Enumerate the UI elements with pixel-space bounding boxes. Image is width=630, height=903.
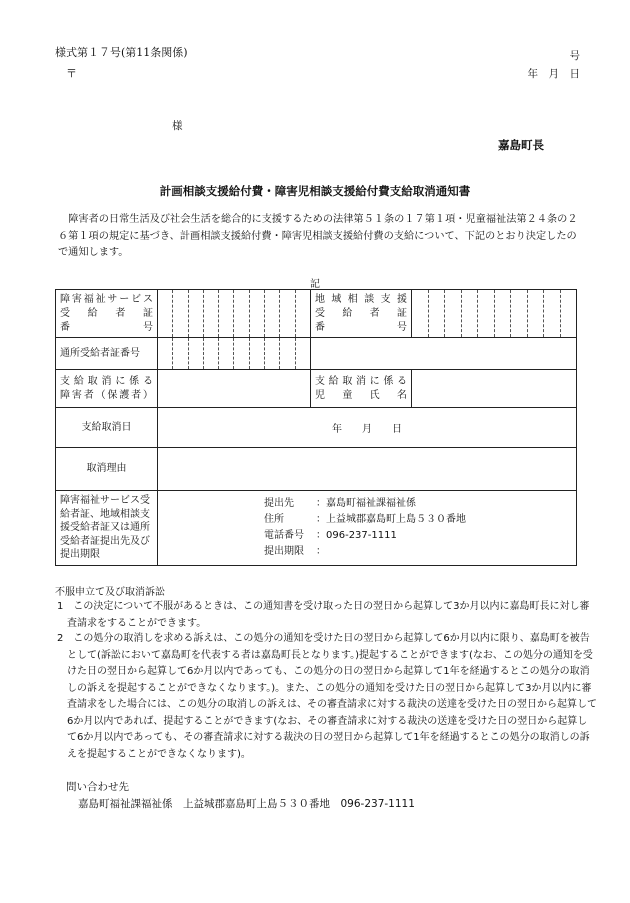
table-row [56,338,577,370]
notice-form-table [55,289,577,566]
blank-cell [311,338,577,370]
contact-value: ：096-237-1111 [316,530,397,541]
cancelled-person-field[interactable] [158,370,311,408]
label-line: 提出期限 [60,549,100,561]
table-row [56,290,577,338]
cancel-reason-label: 取消理由 [56,448,158,491]
label-line: 地域相談支援 [315,293,407,305]
contact-value[interactable]: ： [316,546,326,557]
cancelled-child-field[interactable] [412,370,577,408]
postal-mark: 〒 [66,67,77,80]
regional-certificate-number-field[interactable] [412,290,577,338]
day-service-certificate-number-field[interactable] [158,338,311,370]
label-line: 番 号 [315,321,407,333]
label-line: 支給取消に係る [60,375,153,387]
document-title: 計画相談支援給付費・障害児相談支援給付費支給取消通知書 [159,184,471,198]
label-line: 援受給者証又は通所 [60,522,150,534]
submission-info [158,491,577,566]
regional-certificate-label [311,290,412,338]
notice-body: 障害者の日常生活及び社会生活を総合的に支援するための法律第５１条の１７第１項・児童福祉法第２４条の２６第１項の規定に基づき、計画相談支援給付費・障害児相談支援給付費の支給について、下記のとおり決定したので通知します。 [58,214,578,258]
contact-list [264,497,576,559]
inquiry-contact: 嘉島町福祉課福祉係 上益城郡嘉島町上島５３０番地 096-237-1111 [78,798,415,810]
contact-key: 電話番号 [264,530,304,541]
cancel-date-field[interactable]: 年 月 日 [158,408,577,448]
label-line: 給者証、地域相談支 [60,508,150,520]
submission-label [56,491,158,566]
appeal-item-2: 2 この処分の取消しを求める訴えは、この処分の通知を受けた日の翌日から起算して6か月以内に限り、嘉島町を被告として(訴訟において嘉島町を代表する者は嘉島町長となります。)提起することができます(なお、この処分の通知を受けた日の翌日から起算して6か月以内であっても、この処分の日の翌日から起算して1年を経過するとこの処分の取消しの訴えを提起することができなくなります。)。また、この処分の通知を受けた日の翌日から起算して3か月以内に審査請求をした場合には、この処分の取消しの訴えは、その審査請求に対する裁決の送達を受けた日の翌日から起算して6か月以内であれば、提起することができます(なお、その審査請求に対する裁決の送達を受けた日の翌日から起算して6か月以内であっても、その審査請求に対する裁決の日の翌日から起算して1年を経過するとこの処分の取消しの訴えを提起することができなくなります)。 [57,633,597,760]
disability-certificate-number-field[interactable] [158,290,311,338]
label-line: 受 給 者 証 [315,307,407,319]
addressee-suffix: 様 [172,120,183,132]
label-line: 児 童 氏 名 [315,389,407,401]
ki-heading: 記 [310,279,320,290]
cancelled-child-label [311,370,412,408]
sender-name: 嘉島町長 [498,138,544,152]
label-line: 障害福祉サービス受 [60,495,150,507]
label-line: 受給者証提出先及び [60,535,150,547]
inquiry-heading: 問い合わせ先 [66,781,129,793]
cancel-date-label: 支給取消日 [56,408,158,448]
disability-certificate-label [56,290,158,338]
table-row [56,408,577,448]
table-row [56,491,577,566]
appeal-item-1: 1 この決定について不服があるときは、この通知書を受け取った日の翌日から起算して3か月以内に嘉島町長に対し審査請求をすることができます。 [57,601,590,629]
label-line: 障害者（保護者） [60,389,153,401]
cancel-reason-field[interactable] [158,448,577,491]
label-line: 障害福祉サービス [60,293,153,305]
day-service-certificate-label: 通所受給者証番号 [56,338,158,370]
label-line: 番 号 [60,321,153,333]
table-row [56,448,577,491]
contact-key: 提出期限 [264,546,304,557]
form-number: 様式第１７号(第11条関係) [55,46,188,59]
label-line: 受 給 者 証 [60,307,153,319]
contact-key: 住所 [264,514,284,525]
cancelled-person-label [56,370,158,408]
label-line: 支給取消に係る [315,375,407,387]
table-row [56,370,577,408]
issue-date: 年 月 日 [527,68,580,80]
document-number: 号 [569,50,580,62]
contact-key: 提出先 [264,498,294,509]
contact-value: ：上益城郡嘉島町上島５３０番地 [316,514,466,525]
appeal-heading: 不服申立て及び取消訴訟 [55,587,165,598]
contact-value: ：嘉島町福祉課福祉係 [316,498,416,509]
